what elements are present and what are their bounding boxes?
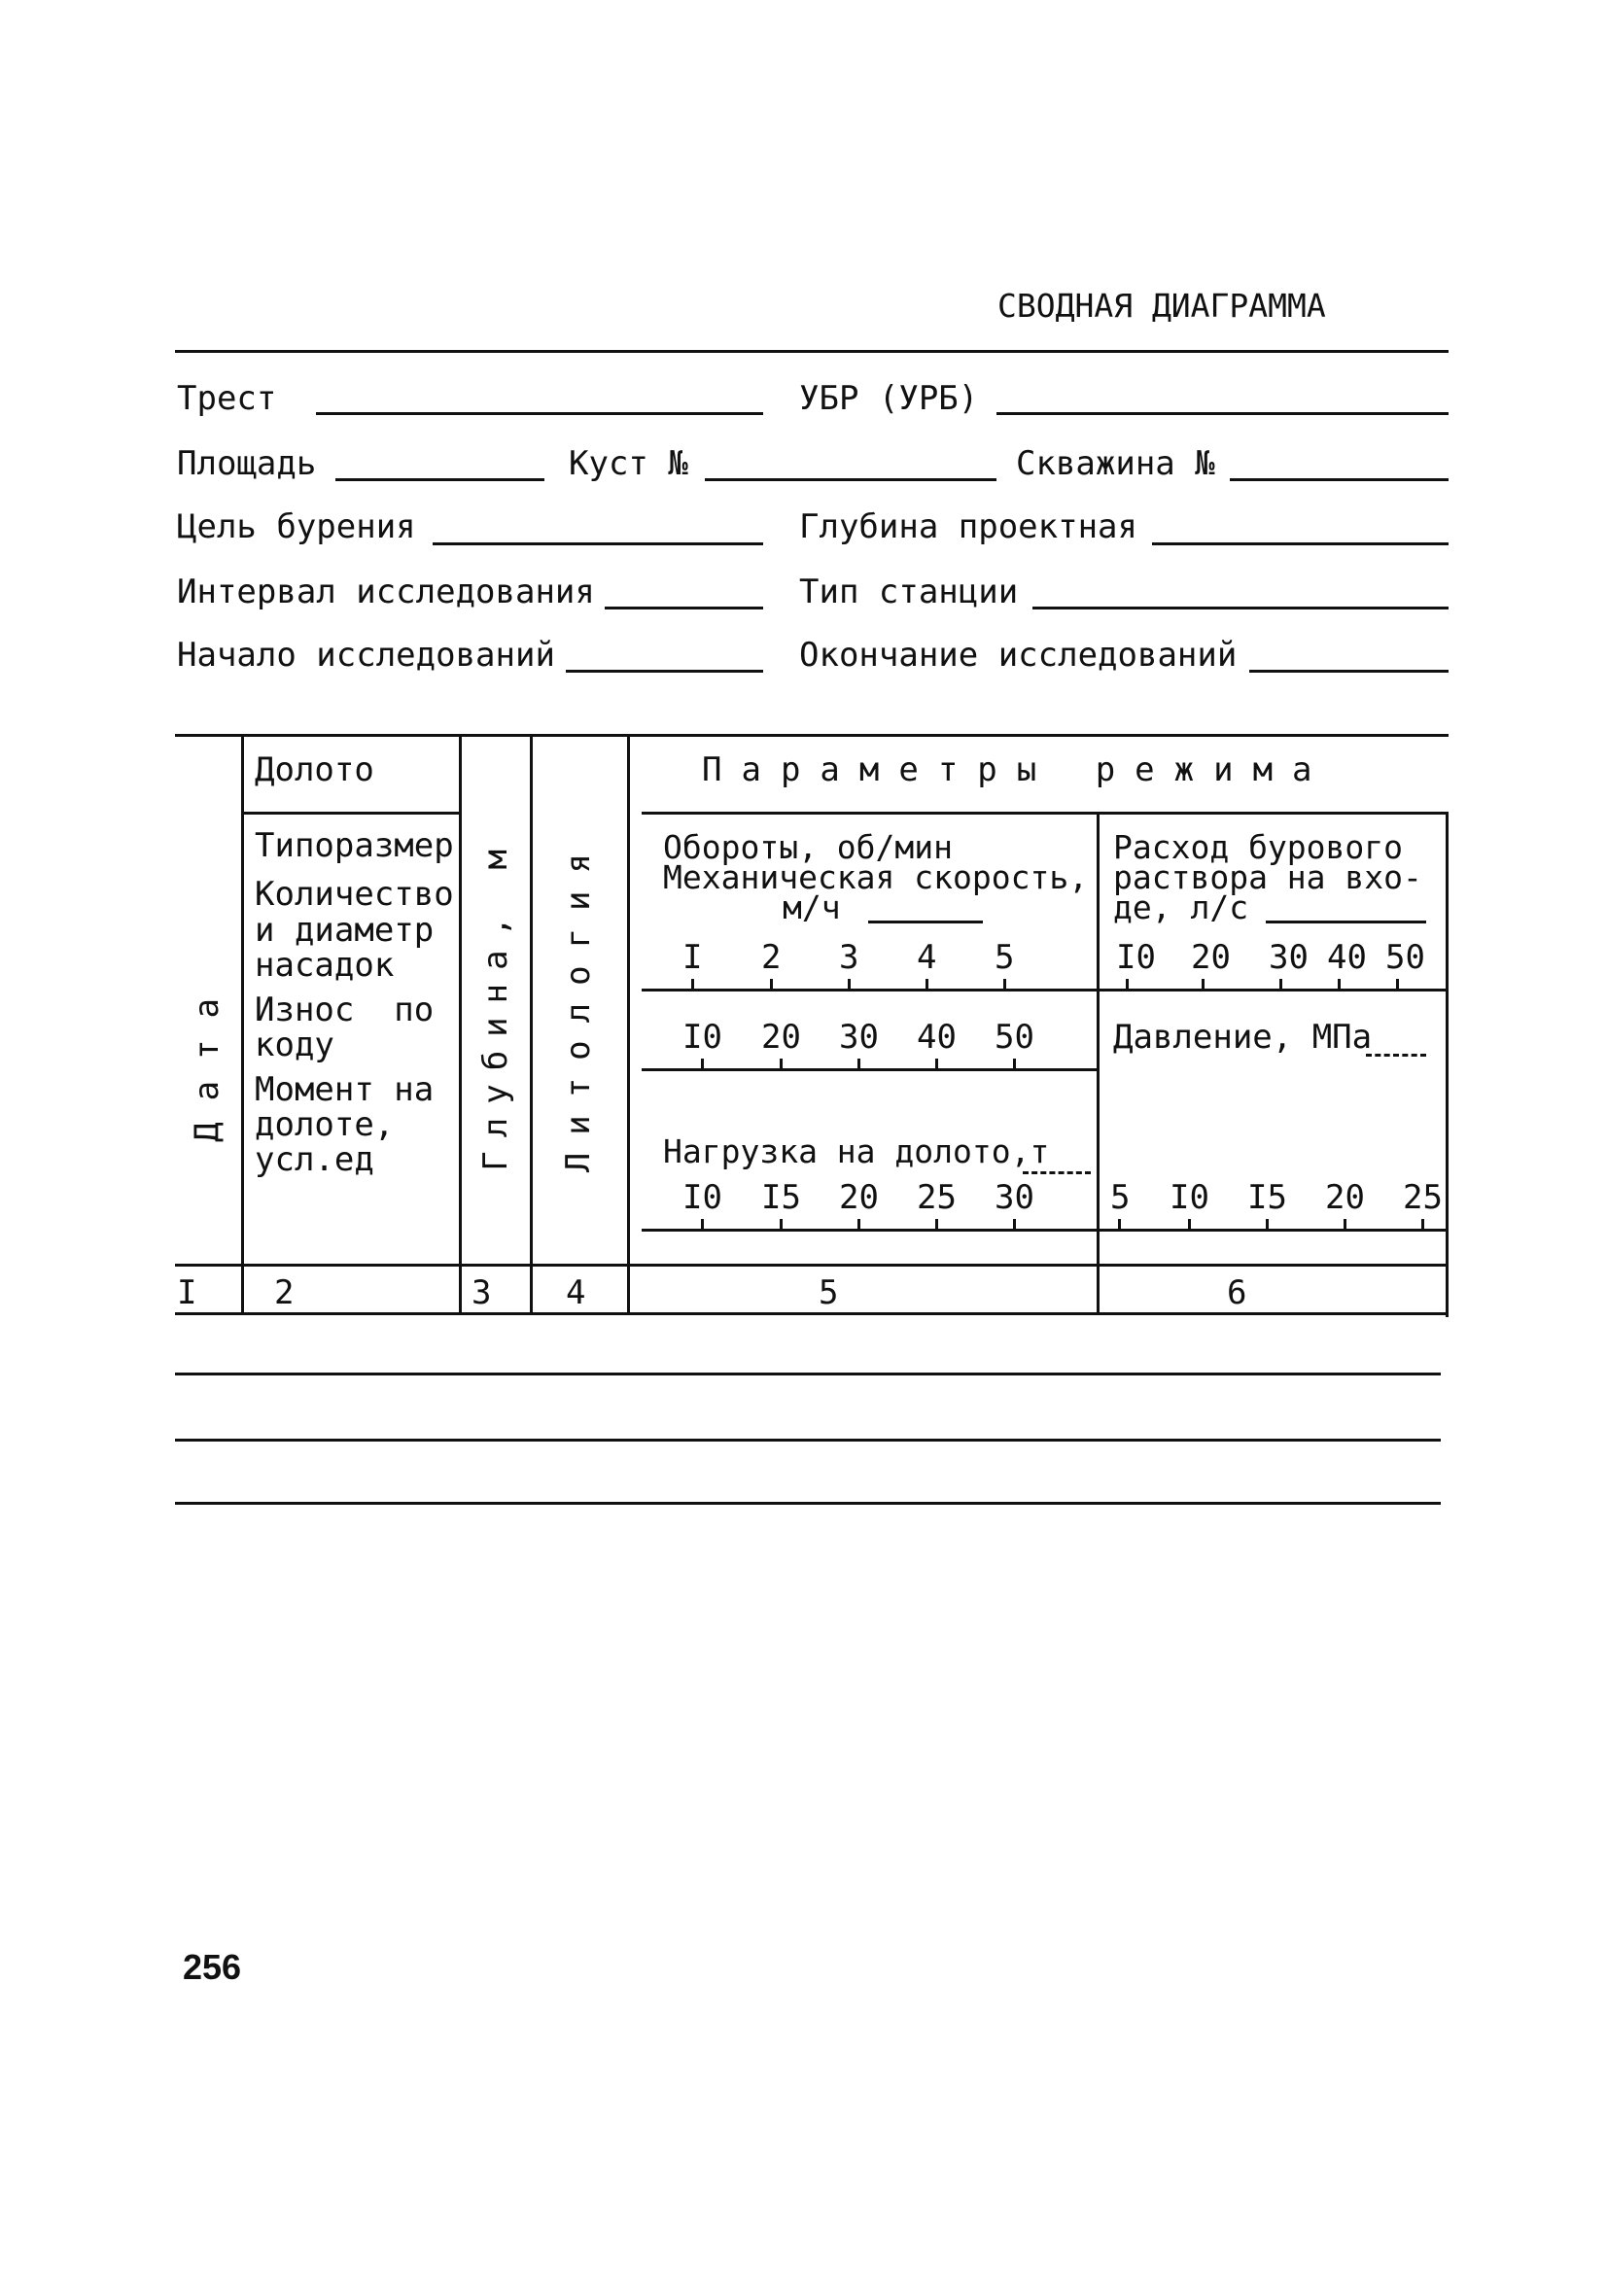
load-axis (642, 1229, 1449, 1232)
axis-tick (857, 1059, 860, 1068)
axis-tick (935, 1219, 938, 1229)
doloto-item: долоте, (255, 1105, 395, 1144)
table-row[interactable] (175, 1439, 1441, 1442)
label-interval: Интервал исследования (177, 573, 595, 611)
field-tip-stantsii[interactable] (1032, 607, 1449, 609)
axis-tick (1344, 1219, 1346, 1229)
speed-axis (642, 989, 1449, 991)
axis-tick (926, 979, 928, 989)
label-ubr: УБР (УРБ) (799, 379, 979, 418)
speed-tick-label: I (682, 938, 703, 977)
page-number: 256 (183, 1947, 242, 1987)
doloto-item: коду (255, 1026, 334, 1064)
pressure-tick-label: 20 (1325, 1178, 1365, 1217)
doloto-item: и диаметр (255, 911, 435, 950)
axis-tick (1126, 979, 1129, 989)
label-skvazhina: Скважина № (1016, 444, 1215, 483)
field-ubr[interactable] (996, 412, 1449, 415)
speed-unit-label: м/ч (783, 888, 841, 926)
flow-tick-label: 30 (1269, 938, 1309, 977)
load-tick-label: 30 (995, 1178, 1034, 1217)
doloto-item: Количество (255, 875, 454, 914)
label-tsel: Цель бурения (177, 507, 416, 546)
speed-tick-label: 4 (917, 938, 937, 977)
table-divider-lithology (627, 737, 630, 1314)
doloto-item: насадок (255, 946, 395, 985)
axis-tick (1118, 1219, 1121, 1229)
load-tick-label: 25 (917, 1178, 957, 1217)
col-date-header: Дата (188, 977, 227, 1142)
rpm-tick-label: 50 (995, 1018, 1034, 1057)
column-numbers-bottom-rule (175, 1312, 1449, 1315)
doloto-item: усл.ед (255, 1140, 374, 1179)
axis-tick (1188, 1219, 1191, 1229)
flow-tick-label: I0 (1116, 938, 1156, 977)
label-trest: Трест (177, 379, 277, 418)
field-ploshchad[interactable] (335, 478, 544, 481)
axis-tick (1003, 979, 1006, 989)
field-tsel[interactable] (433, 542, 763, 545)
table-divider-doloto (459, 737, 462, 1314)
axis-tick (848, 979, 851, 989)
axis-tick (701, 1059, 704, 1068)
rpm-axis (642, 1068, 1097, 1071)
doloto-sub-rule (243, 812, 459, 815)
axis-tick (1279, 979, 1282, 989)
field-trest[interactable] (316, 412, 763, 415)
axis-tick (780, 1059, 783, 1068)
table-divider-date (241, 737, 244, 1314)
column-number: I (177, 1273, 197, 1312)
load-tick-label: 20 (839, 1178, 879, 1217)
label-okonchanie: Окончание исследований (799, 636, 1238, 675)
speed-tick-label: 5 (995, 938, 1015, 977)
column-number: 4 (566, 1273, 586, 1312)
speed-label: Механическая скорость, (663, 858, 1089, 896)
document-title: СВОДНАЯ ДИАГРАММА (997, 287, 1326, 325)
axis-tick (1202, 979, 1205, 989)
pressure-tick-label: I0 (1170, 1178, 1209, 1217)
pressure-tick-label: I5 (1247, 1178, 1287, 1217)
column-number: 2 (274, 1273, 295, 1312)
params-header: Параметры режима (702, 750, 1332, 789)
load-tick-label: I0 (682, 1178, 722, 1217)
pressure-label: Давление, МПа (1113, 1018, 1373, 1057)
pressure-unit-blank[interactable] (1366, 1054, 1426, 1057)
label-nachalo: Начало исследований (177, 636, 555, 675)
field-okonchanie[interactable] (1249, 670, 1449, 673)
axis-tick (701, 1219, 704, 1229)
field-nachalo[interactable] (566, 670, 763, 673)
flow-label: раствора на вхо- (1113, 858, 1422, 896)
axis-tick (1338, 979, 1341, 989)
load-tick-label: I5 (761, 1178, 801, 1217)
doloto-item: Типоразмер (255, 826, 454, 865)
title-rule (175, 350, 1449, 353)
axis-tick (857, 1219, 860, 1229)
doloto-item: Износ по (255, 991, 435, 1029)
axis-tick (1421, 1219, 1424, 1229)
axis-tick (1013, 1059, 1016, 1068)
rpm-tick-label: 20 (761, 1018, 801, 1057)
col-doloto-header: Долото (255, 750, 374, 789)
field-glubina-proekt[interactable] (1152, 542, 1449, 545)
speed-unit-blank[interactable] (868, 921, 983, 923)
label-tip-stantsii: Тип станции (799, 573, 1019, 611)
axis-tick (1266, 1219, 1269, 1229)
speed-tick-label: 2 (761, 938, 782, 977)
axis-tick (935, 1059, 938, 1068)
col-depth-header: Глубина, м (476, 836, 515, 1171)
field-skvazhina[interactable] (1230, 478, 1449, 481)
flow-unit-blank[interactable] (1266, 921, 1426, 923)
axis-tick (691, 979, 694, 989)
table-row[interactable] (175, 1373, 1441, 1375)
label-ploshchad: Площадь (177, 444, 317, 483)
axis-tick (780, 1219, 783, 1229)
table-divider-depth (530, 737, 533, 1314)
column-numbers-top-rule (175, 1264, 1449, 1267)
column-number: 3 (472, 1273, 492, 1312)
rpm-tick-label: I0 (682, 1018, 722, 1057)
axis-tick (1013, 1219, 1016, 1229)
field-kust[interactable] (705, 478, 996, 481)
flow-label: де, л/с (1113, 888, 1249, 926)
flow-label: Расход бурового (1113, 828, 1404, 866)
pressure-tick-label: 5 (1110, 1178, 1131, 1217)
doloto-item: Момент на (255, 1070, 435, 1109)
label-glubina-proekt: Глубина проектная (799, 507, 1137, 546)
flow-tick-label: 20 (1191, 938, 1231, 977)
col-lithology-header: Литология (559, 836, 598, 1173)
flow-tick-label: 40 (1327, 938, 1367, 977)
load-label: Нагрузка на долото,т (663, 1132, 1050, 1170)
speed-tick-label: 3 (839, 938, 859, 977)
label-kust: Куст № (569, 444, 688, 483)
column-number: 5 (819, 1273, 839, 1312)
rpm-tick-label: 30 (839, 1018, 879, 1057)
pressure-tick-label: 25 (1403, 1178, 1443, 1217)
load-unit-blank[interactable] (1023, 1171, 1091, 1174)
table-divider-flow (1097, 815, 1100, 1314)
flow-tick-label: 50 (1385, 938, 1425, 977)
column-number: 6 (1227, 1273, 1247, 1312)
table-top-rule (175, 734, 1449, 737)
axis-tick (1396, 979, 1399, 989)
params-sub-rule (642, 812, 1449, 815)
rpm-label: Обороты, об/мин (663, 828, 954, 866)
field-interval[interactable] (605, 607, 763, 609)
table-row[interactable] (175, 1502, 1441, 1505)
rpm-tick-label: 40 (917, 1018, 957, 1057)
axis-tick (770, 979, 773, 989)
table-right-edge (1446, 812, 1449, 1317)
